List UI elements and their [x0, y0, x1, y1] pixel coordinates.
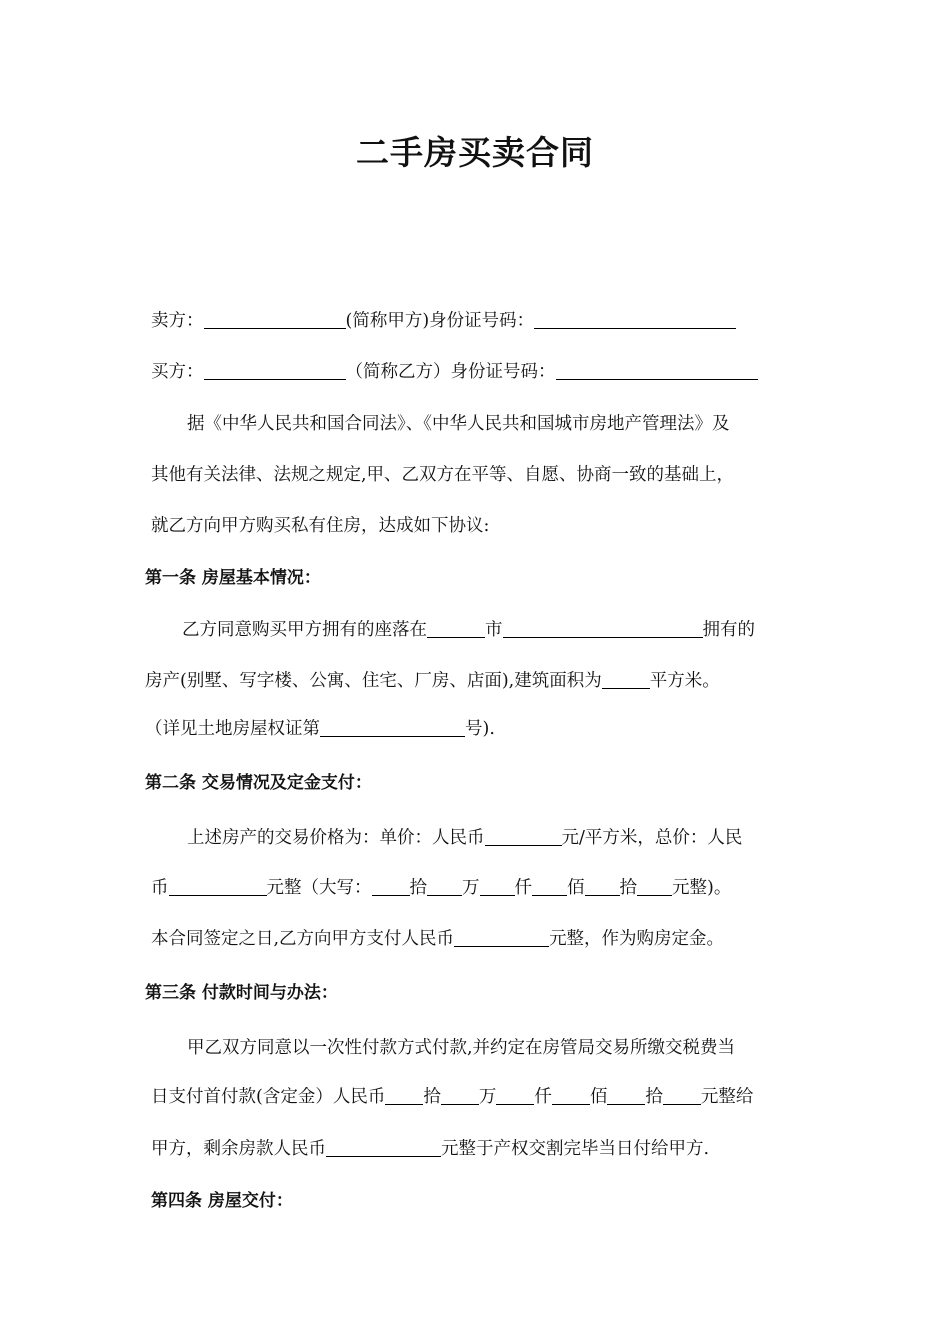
- article-2-line-2: [151, 876, 731, 900]
- article-2-heading: 第二条 交易情况及定金支付：: [145, 773, 372, 793]
- art3-text: 元整于产权交割完毕当日付给甲方.: [441, 1139, 710, 1159]
- art3-unit: 拾: [645, 1087, 663, 1107]
- balance-blank[interactable]: [326, 1138, 441, 1157]
- art2-text: 元整，作为购房定金。: [549, 929, 725, 949]
- buyer-abbr: （简称乙方）身份证号码：: [345, 362, 556, 382]
- total-price-blank[interactable]: [169, 877, 267, 896]
- art2-unit: 仟: [514, 878, 532, 898]
- seller-id-blank[interactable]: [534, 310, 736, 329]
- buyer-label: 买方：: [151, 362, 204, 382]
- art2-text: 元/平方米，总价：人民: [561, 828, 743, 848]
- article-4-heading: 第四条 房屋交付：: [151, 1191, 293, 1211]
- article-2-line-3: [151, 927, 724, 951]
- art3-unit: 佰: [589, 1087, 608, 1107]
- article-1-line-1: [182, 618, 755, 642]
- art2-text: 本合同签定之日,乙方向甲方支付人民币: [151, 929, 455, 949]
- art3-text: 元整给: [700, 1087, 754, 1107]
- contract-title: 二手房买卖合同: [356, 133, 594, 172]
- art2-unit: 拾: [409, 878, 427, 898]
- amount-blank[interactable]: [496, 1086, 534, 1105]
- amount-blank[interactable]: [663, 1086, 701, 1105]
- art1-text: 市: [485, 620, 503, 640]
- art2-unit: 万: [462, 878, 480, 898]
- amount-blank[interactable]: [480, 877, 515, 896]
- art1-text: 平方米。: [649, 671, 720, 691]
- buyer-line: [151, 360, 758, 384]
- art3-text: 甲方，剩余房款人民币: [151, 1139, 326, 1159]
- article-3-line-3: [151, 1137, 709, 1161]
- amount-blank[interactable]: [585, 877, 620, 896]
- amount-blank[interactable]: [427, 877, 462, 896]
- art2-unit: 元整)。: [672, 878, 732, 898]
- amount-blank[interactable]: [552, 1086, 590, 1105]
- seller-abbr: (简称甲方)身份证号码：: [345, 311, 535, 331]
- area-blank[interactable]: [602, 670, 650, 689]
- art3-unit: 拾: [423, 1087, 441, 1107]
- art2-unit: 佰: [567, 878, 585, 898]
- amount-blank[interactable]: [637, 877, 672, 896]
- amount-blank[interactable]: [372, 877, 410, 896]
- art3-unit: 仟: [534, 1087, 552, 1107]
- buyer-id-blank[interactable]: [556, 361, 758, 380]
- amount-blank[interactable]: [532, 877, 567, 896]
- amount-blank[interactable]: [607, 1086, 645, 1105]
- article-2-line-1: [187, 826, 742, 850]
- preamble-line-3: 就乙方向甲方购买私有住房，达成如下协议:: [151, 516, 490, 536]
- art2-unit: 拾: [619, 878, 637, 898]
- amount-blank[interactable]: [385, 1086, 423, 1105]
- city-blank[interactable]: [427, 619, 485, 638]
- buyer-name-blank[interactable]: [204, 361, 346, 380]
- unit-price-blank[interactable]: [485, 827, 562, 846]
- art1-text: （详见土地房屋权证第: [145, 719, 320, 739]
- art2-text: 币: [151, 878, 169, 898]
- article-3-heading: 第三条 付款时间与办法：: [145, 983, 338, 1003]
- art2-text: 上述房产的交易价格为：单价：人民币: [187, 828, 485, 848]
- article-3-line-1: 甲乙双方同意以一次性付款方式付款,并约定在房管局交易所缴交税费当: [187, 1038, 736, 1058]
- art3-unit: 万: [478, 1087, 497, 1107]
- article-1-line-3: [145, 717, 495, 741]
- art3-text: 日支付首付款(含定金）人民币: [151, 1087, 386, 1107]
- art1-text: 乙方同意购买甲方拥有的座落在: [182, 620, 427, 640]
- seller-line: [151, 309, 736, 333]
- art1-text: 拥有的: [702, 620, 755, 640]
- certificate-blank[interactable]: [320, 718, 465, 737]
- article-1-line-2: [145, 669, 720, 693]
- art1-text: 房产(别墅、写字楼、公寓、住宅、厂房、店面),建筑面积为: [145, 671, 602, 691]
- location-blank[interactable]: [503, 619, 703, 638]
- art2-text: 元整（大写：: [266, 878, 372, 898]
- art1-text: 号).: [465, 719, 495, 739]
- article-1-heading: 第一条 房屋基本情况：: [145, 568, 321, 588]
- article-3-line-2: [151, 1085, 753, 1109]
- seller-label: 卖方：: [151, 311, 204, 331]
- deposit-blank[interactable]: [454, 928, 549, 947]
- seller-name-blank[interactable]: [204, 310, 346, 329]
- preamble-line-2: 其他有关法律、法规之规定,甲、乙双方在平等、自愿、协商一致的基础上，: [151, 465, 735, 485]
- amount-blank[interactable]: [441, 1086, 479, 1105]
- preamble-line-1: 据《中华人民共和国合同法》、《中华人民共和国城市房地产管理法》及: [187, 414, 730, 434]
